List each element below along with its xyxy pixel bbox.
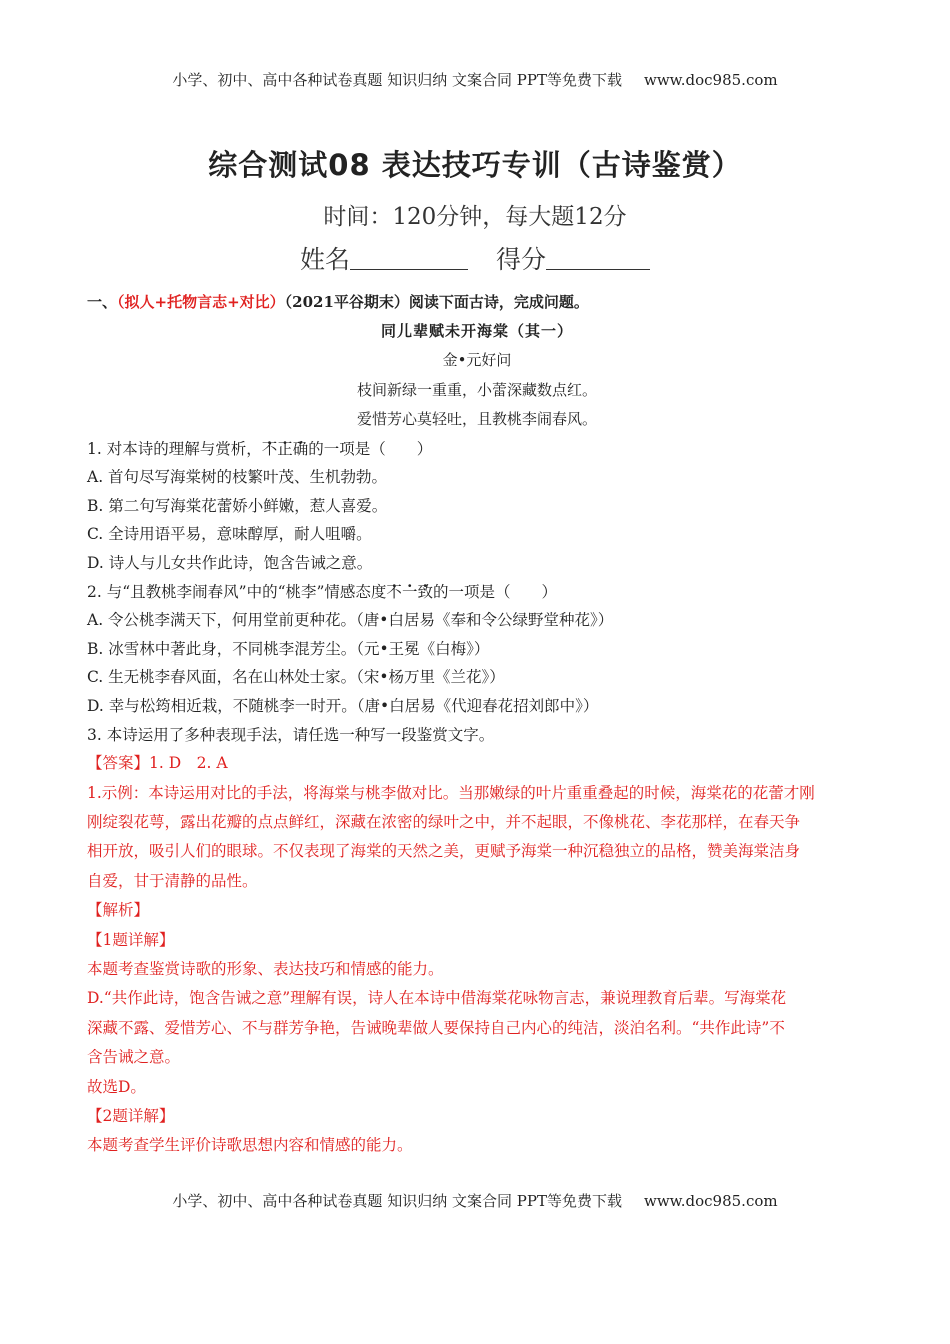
answer-example-line-4: 自爱，甘于清静的品性。	[87, 871, 258, 890]
question-2-stem	[87, 578, 867, 607]
score-label: 得分	[496, 245, 547, 274]
q2-option-a: A. 令公桃李满天下，何用堂前更种花。（唐•白居易《奉和令公绿野堂种花》）	[87, 611, 614, 630]
poem-line-2: 爱惜芳心莫轻吐，且教桃李闹春风。	[356, 410, 597, 429]
q2-emphasis-char-1: 不	[386, 582, 402, 601]
page-title: 综合测试08 表达技巧专训（古诗鉴赏）	[208, 148, 742, 182]
q1-emphasis-char-3: 确	[292, 439, 309, 458]
q1-emphasis-char-2: 正	[277, 439, 293, 458]
analysis-q1-line-1: 本题考查鉴赏诗歌的形象、表达技巧和情感的能力。	[87, 959, 444, 978]
header-text-2: 知识归纳	[387, 71, 448, 89]
name-label: 姓名	[299, 245, 350, 274]
name-score-line	[0, 240, 950, 276]
section-tags: （拟人+托物言志+对比）	[117, 293, 285, 311]
header-text-3: 文案合同	[452, 71, 513, 89]
page-header	[0, 69, 950, 90]
question-1-stem	[87, 435, 867, 464]
analysis-q2-line-1: 本题考查学生评价诗歌思想内容和情感的能力。	[87, 1136, 413, 1155]
q1-option-b: B. 第二句写海棠花蕾娇小鲜嫩，惹人喜爱。	[87, 496, 388, 515]
analysis-q1-line-4: 含告诫之意。	[87, 1048, 181, 1067]
question-3-stem: 3. 本诗运用了多种表现手法，请任选一种写一段鉴赏文字。	[87, 725, 495, 744]
document-body	[87, 288, 867, 1161]
score-blank[interactable]	[546, 247, 650, 270]
footer-text-3: 文案合同	[452, 1192, 513, 1210]
q1-option-a: A. 首句尽写海棠树的枝繁叶茂、生机勃勃。	[87, 468, 388, 487]
exam-time-info: 时间：120分钟，每大题12分	[323, 204, 627, 230]
q2-emphasis-char-2: 一	[401, 582, 418, 601]
answer-example-line-2: 刚绽裂花萼，露出花瓣的点点鲜红，深藏在浓密的绿叶之中，并不起眼，不像桃花、李花那样，在春天争	[87, 812, 801, 831]
footer-text-1: 小学、初中、高中各种试卷真题	[172, 1192, 383, 1210]
footer-text-4: PPT等免费下载	[516, 1192, 622, 1210]
q2-emphasis-char-3: 致	[417, 582, 433, 601]
section-heading	[87, 288, 867, 317]
poem-line-1: 枝间新绿一重重，小蕾深藏数点红。	[356, 380, 597, 399]
analysis-q1-label: 【1题详解】	[87, 930, 175, 949]
section-source: （2021平谷期末）阅读下面古诗，完成问题。	[284, 293, 589, 311]
footer-text-2: 知识归纳	[387, 1192, 448, 1210]
header-url[interactable]: www.doc985.com	[644, 71, 778, 89]
q2-option-d: D. 幸与松筠相近栽，不随桃李一时开。（唐•白居易《代迎春花招刘郎中》）	[87, 696, 599, 715]
footer-url[interactable]: www.doc985.com	[644, 1192, 778, 1210]
q2-option-c: C. 生无桃李春风面，名在山林处士家。（宋•杨万里《兰花》）	[87, 668, 505, 687]
analysis-label: 【解析】	[87, 901, 150, 920]
analysis-q1-line-2: D.“共作此诗，饱含告诫之意”理解有误，诗人在本诗中借海棠花咏物言志，兼说理教育后辈。写海棠花	[87, 989, 787, 1008]
answer-example-line-1: 1.示例：本诗运用对比的手法，将海棠与桃李做对比。当那嫩绿的叶片重重叠起的时候，海棠花的花蕾才刚	[87, 783, 815, 802]
q2-option-b: B. 冰雪林中著此身，不同桃李混芳尘。（元•王冕《白梅》）	[87, 639, 490, 658]
answer-values: 1. D 2. A	[149, 754, 228, 773]
name-blank[interactable]	[350, 247, 468, 270]
poem-title: 同儿辈赋未开海棠（其一）	[380, 321, 573, 340]
answer-label: 【答案】	[87, 754, 150, 773]
q2-suffix: 的一项是（ ）	[432, 582, 557, 601]
q2-prefix: 2. 与“且教桃李闹春风”中的“桃李”情感态度	[87, 582, 387, 601]
header-text-1: 小学、初中、高中各种试卷真题	[172, 71, 383, 89]
answer-line	[87, 749, 867, 778]
q1-prefix: 1. 对本诗的理解与赏析，	[87, 439, 262, 458]
q1-option-d: D. 诗人与儿女共作此诗，饱含告诫之意。	[87, 553, 373, 572]
q1-suffix: 的一项是（ ）	[308, 439, 433, 458]
q1-emphasis-char-1: 不	[261, 439, 278, 458]
q1-option-c: C. 全诗用语平易，意味醇厚，耐人咀嚼。	[87, 525, 372, 544]
answer-example-line-3: 相开放，吸引人们的眼球。不仅表现了海棠的天然之美，更赋予海棠一种沉稳独立的品格，赞美海棠洁身	[87, 842, 801, 861]
analysis-q2-label: 【2题详解】	[87, 1107, 175, 1125]
poem-author: 金•元好问	[442, 351, 512, 370]
header-text-4: PPT等免费下载	[516, 71, 622, 89]
page-footer	[0, 1190, 950, 1211]
section-number: 一、	[87, 293, 118, 311]
analysis-q1-line-3: 深藏不露、爱惜芳心、不与群芳争艳，告诫晚辈做人要保持自己内心的纯洁，淡泊名利。“共作此诗”不	[87, 1018, 785, 1037]
analysis-q1-line-5: 故选D。	[87, 1077, 146, 1096]
